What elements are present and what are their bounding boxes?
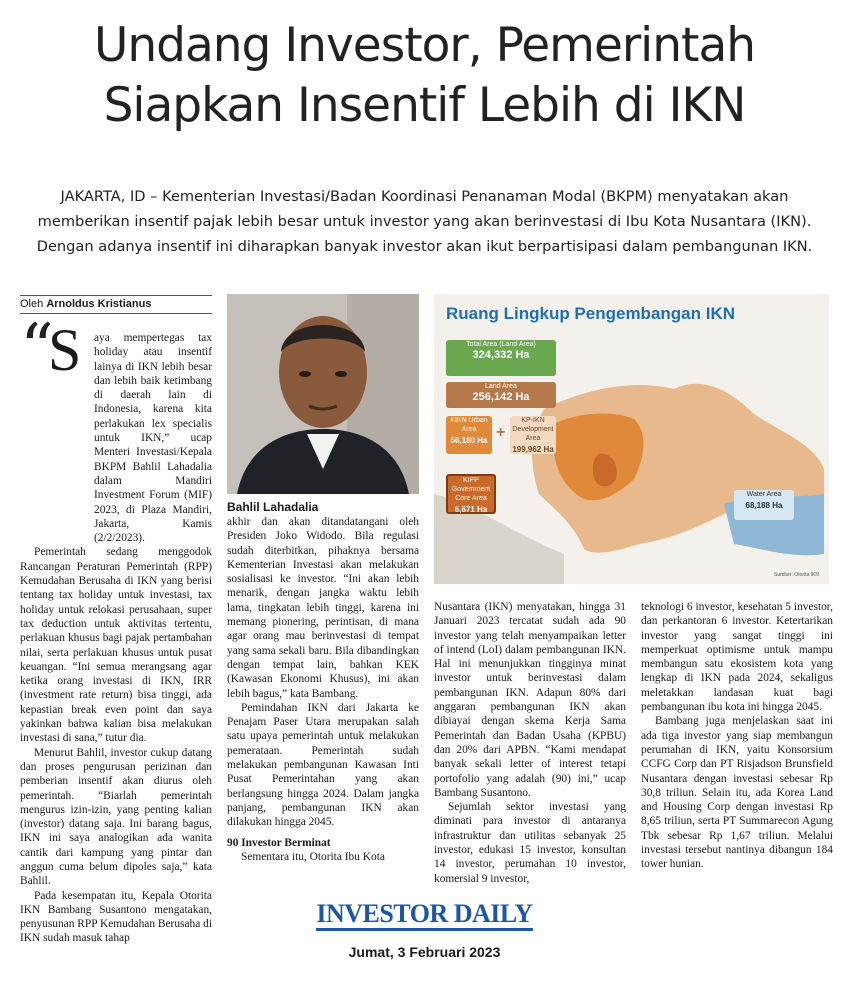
col2-paragraph-2: Pemindahan IKN dari Jakarta ke Penajam Paser Utara merupakan salah satu upaya pemerintah untuk melakukan pemerataan. Pemerintah sudah melakukan pembangunan Kawasan Inti Pusat Pemerintahan yang akan berlangsung hingga 2024. Dalam jangka panjang, pembangunan IKN akan dilakukan hingga 2045. xyxy=(227,701,419,829)
drop-cap: S xyxy=(48,317,82,383)
total-area-box xyxy=(446,340,556,376)
kp-ikn-value: 199,962 Ha xyxy=(512,445,554,454)
col1-paragraph-1: aya mempertegas tax holiday atau insentif lainya di IKN lebih besar dan lebih baik ketimbang di daerah lain di Indonesia, karena kita perlakukan lex specialis untuk IKN,” ucap Menteri Investasi/Kepala BKPM Bahlil Lahadalia dalam Mandiri Investment Forum (MIF) 2023, di Plaza Mandiri, Jakarta, Kamis (2/2/2023). xyxy=(94,332,212,545)
kipp-box xyxy=(446,474,496,514)
col3-paragraph-2: Sejumlah sektor investasi yang diminati para investor di antaranya infrastruktur dan utilitas sebanyak 25 investor, edukasi 15 investor, konsultan 14 investor, perumahan 10 investor, komersial 9 investor, xyxy=(434,801,626,885)
col3-paragraph-1: Nusantara (IKN) menyatakan, hingga 31 Januari 2023 tercatat sudah ada 90 investor yang telah menyampaikan letter of intend (LoI) dalam pembangunan IKN. Hal ini menunjukkan tingginya minat investor untuk berinvestasi dalam pembangunan IKN. Adapun 80% dari anggaran pembangunan IKN akan dibiayai dengan skema Kerja Sama Pemerintah dan Badan Usaha (KPBU) dan 20% dari APBN. “Kami mendapat banyak sekali letter of interest tetapi portofolio yang adalah (90) ini,” ucap Bambang Susantono. xyxy=(434,601,626,799)
byline-rule-top xyxy=(20,295,212,296)
lead-paragraph: JAKARTA, ID – Kementerian Investasi/Badan Koordinasi Penanaman Modal (BKPM) menyatakan akan memberikan insentif pajak lebih besar untuk investor yang akan berinvestasi di Ibu Kota Nusantara (IKN). Dengan adanya insentif ini diharapkan banyak investor akan ikut berpartisipasi dalam pembangunan IKN. xyxy=(36,188,813,255)
kp-ikn-box xyxy=(510,416,556,454)
masthead xyxy=(0,900,849,931)
water-area-box xyxy=(734,490,794,520)
col2-paragraph-3: Sementara itu, Otorita Ibu Kota xyxy=(241,850,385,863)
portrait-photo xyxy=(227,294,419,494)
total-area-value: 324,332 Ha xyxy=(472,349,530,361)
land-area-box xyxy=(446,382,556,408)
photo-caption: Bahlil Lahadalia xyxy=(227,500,319,514)
headline-line-2: Siapkan Insentif Lebih di IKN xyxy=(103,78,746,133)
quote-mark-icon: “ xyxy=(20,310,54,387)
kikn-value: 56,180 Ha xyxy=(450,436,488,445)
byline-author: Arnoldus Kristianus xyxy=(46,298,152,310)
article-column-2 xyxy=(227,515,419,864)
land-area-label: Land Area xyxy=(485,383,517,390)
col2-subhead: 90 Investor Berminat xyxy=(227,836,331,849)
col1-paragraph-4: Pada kesempatan itu, Kepala Otorita IKN Bambang Susantono mengatakan, penyusunan RPP Kemudahan Berusaha di IKN sudah masuk tahap xyxy=(20,889,212,945)
article-column-4 xyxy=(641,600,833,872)
byline-prefix: Oleh xyxy=(20,298,44,310)
map-source: Sumber: Otorita IKN xyxy=(773,572,819,578)
brand-logo: INVESTOR DAILY xyxy=(316,900,532,931)
kikn-label: KIKN Urban Area xyxy=(450,417,488,433)
ikn-map-infographic xyxy=(434,294,829,584)
col2-paragraph-1: akhir dan akan ditandatangani oleh Presiden Joko Widodo. Bila regulasi sudah diterbitkan, pihaknya bersama Kementerian Investasi akan melakukan sosialisasi ke investor. “Ini akan lebih menarik, dengan jangka waktu lebih lama, tingkatan lebih tinggi, karena ini memang pionering, perintisan, di mana agar orang mau berinvestasi di tempat yang sama sekali baru. Bila dibandingkan dengan tempat lain, bahkan KEK (Kawasan Ekonomi Khusus), ini akan lebih bagus,” kata Bambang. xyxy=(227,516,419,700)
plus-icon: + xyxy=(496,424,506,441)
byline xyxy=(20,298,151,310)
land-area-value: 256,142 Ha xyxy=(472,391,530,403)
water-area-value: 68,188 Ha xyxy=(745,501,783,510)
headline xyxy=(0,16,849,136)
col1-paragraph-2: Pemerintah sedang menggodok Rancangan Peraturan Pemerintah (RPP) Kemudahan Berusaha di IKN yang berisi tentang tax holiday untuk investasi, tax holiday untuk relokasi perusahaan, super tax deduction untuk aktivitas tertentu, perlakuan khusus bagi pajak pertambahan nilai, serta perlakuan khusus untuk pusat keuangan. “Ini semua merangsang agar ketika orang investasi di IKN, IRR (investment rate return) bisa tinggi, ada kepastian break even point dan saya yakinkan bahwa kalian bisa melakukan investasi di sana,” tutur dia. xyxy=(20,546,212,745)
dateline: Jumat, 3 Februari 2023 xyxy=(348,944,501,960)
map-shape xyxy=(434,294,829,584)
col4-paragraph-2: Bambang juga menjelaskan saat ini ada tiga investor yang siap membangun perumahan di IKN, yaitu Konsorsium CCFG Corp dan PT Risjadson Brunsfield Nusantara dengan investasi sebesar Rp 30,8 triliun. Selain itu, ada Korea Land and Housing Corp dengan investasi Rp 8,65 triliun, serta PT Summarecon Agung Tbk sebesar Rp 1,67 triliun. Melalui investasi tersebut nantinya dibangun 184 tower hunian. xyxy=(641,715,833,871)
headline-line-1: Undang Investor, Pemerintah xyxy=(93,18,756,73)
total-area-label: Total Area (Land Area) xyxy=(466,341,536,348)
kipp-value: 6,671 Ha xyxy=(454,505,488,514)
col1-paragraph-3: Menurut Bahlil, investor cukup datang dan proses pengurusan perizinan dan pemberian insentif akan diurus oleh pemerintah. “Biarlah pemerintah mengurus izin-izin, yang penting kalian (investor) datang saja. Ini barang bagus, IKN ini saya analogikan ada wanita cantik dari kampung yang pintar dan anggun cuma belum dipoles saja,” kata Bahlil. xyxy=(20,746,212,888)
kikn-box xyxy=(446,416,492,454)
article-column-1 xyxy=(20,331,212,946)
map-title: Ruang Lingkup Pengembangan IKN xyxy=(446,304,736,323)
col4-paragraph-1: teknologi 6 investor, kesehatan 5 investor, dan perkantoran 6 investor. Ketertarikan investor yang sangat tinggi ini memperkuat optimisme untuk mampu membangun satu ekosistem kota yang lengkap di IKN pada 2024, sekaligus meletakkan landasan kuat bagi pembangunan ibu kota ini hingga 2045. xyxy=(641,601,833,714)
water-area-label: Water Area xyxy=(746,491,782,498)
kipp-label: KIPP Government Core Area xyxy=(451,477,491,502)
kp-ikn-label: KP-IKN Development Area xyxy=(512,417,554,442)
article-column-3 xyxy=(434,600,626,886)
portrait-illustration xyxy=(227,294,419,494)
